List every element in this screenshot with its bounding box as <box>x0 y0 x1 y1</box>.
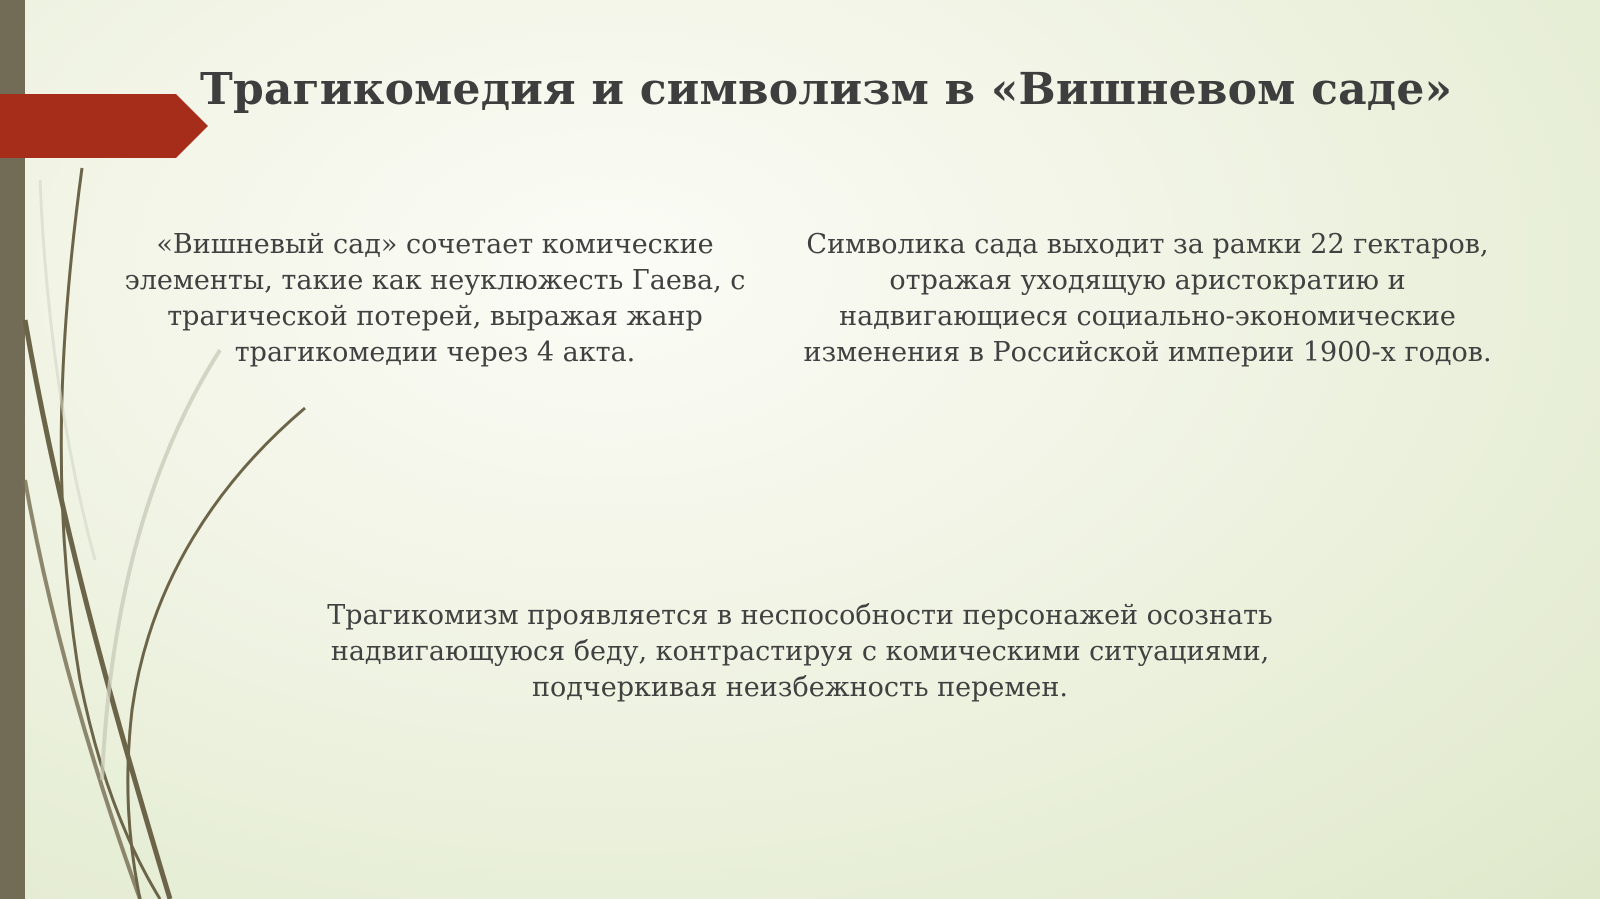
red-arrow-tab <box>0 94 210 158</box>
slide-title: Трагикомедия и символизм в «Вишневом саде» <box>200 64 1453 115</box>
left-paragraph: «Вишневый сад» сочетает комические элементы, такие как неуклюжесть Гаева, с трагической потерей, выражая жанр трагикомедии через 4 акта. <box>124 229 746 368</box>
right-paragraph: Символика сада выходит за рамки 22 гектаров, отражая уходящую аристократию и надвигающиеся социально-экономические изменения в Российской империи 1900-х годов. <box>803 229 1492 368</box>
bottom-paragraph: Трагикомизм проявляется в неспособности персонажей осознать надвигающуюся беду, контрастируя с комическими ситуациями, подчеркивая неизбежность перемен. <box>327 600 1273 703</box>
